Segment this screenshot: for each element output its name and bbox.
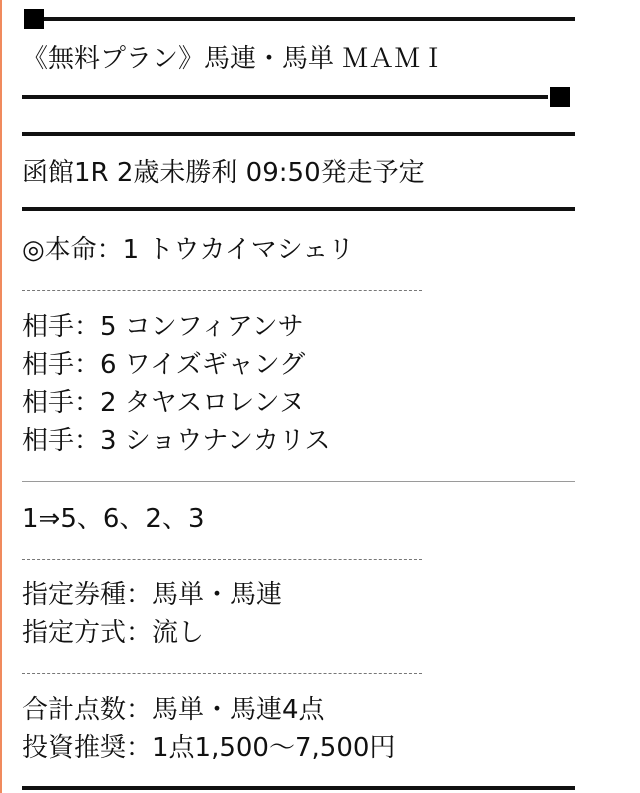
aite-pick: 相手：2 タヤスロレンヌ bbox=[22, 388, 305, 418]
square-bullet-icon bbox=[550, 87, 570, 107]
total-points: 合計点数：馬単・馬連4点 bbox=[22, 695, 325, 725]
aite-pick: 相手：5 コンフィアンサ bbox=[22, 312, 304, 342]
formation: 1⇒5、6、2、3 bbox=[22, 504, 205, 534]
square-bullet-icon bbox=[24, 9, 44, 29]
honmei-pick: ◎本命：1 トウカイマシェリ bbox=[22, 235, 355, 265]
section-divider bbox=[22, 786, 575, 790]
title-top-rule bbox=[44, 17, 575, 21]
title-bottom-rule bbox=[22, 95, 548, 99]
race-info: 函館1R 2歳未勝利 09:50発走予定 bbox=[22, 158, 425, 188]
plan-title: 《無料プラン》馬連・馬単 ＭＡＭＩ bbox=[22, 44, 447, 74]
ticket-method: 指定方式：流し bbox=[22, 618, 205, 648]
ticket-type: 指定券種：馬単・馬連 bbox=[22, 580, 283, 610]
dashed-divider bbox=[22, 290, 422, 291]
thin-divider bbox=[22, 481, 575, 482]
aite-pick: 相手：3 ショウナンカリス bbox=[22, 426, 331, 456]
dashed-divider bbox=[22, 559, 422, 560]
dashed-divider bbox=[22, 673, 422, 674]
section-divider bbox=[22, 132, 575, 136]
investment: 投資推奨：1点1,500〜7,500円 bbox=[22, 733, 396, 763]
left-accent-border bbox=[0, 0, 2, 793]
aite-pick: 相手：6 ワイズギャング bbox=[22, 350, 306, 380]
section-divider bbox=[22, 207, 575, 211]
